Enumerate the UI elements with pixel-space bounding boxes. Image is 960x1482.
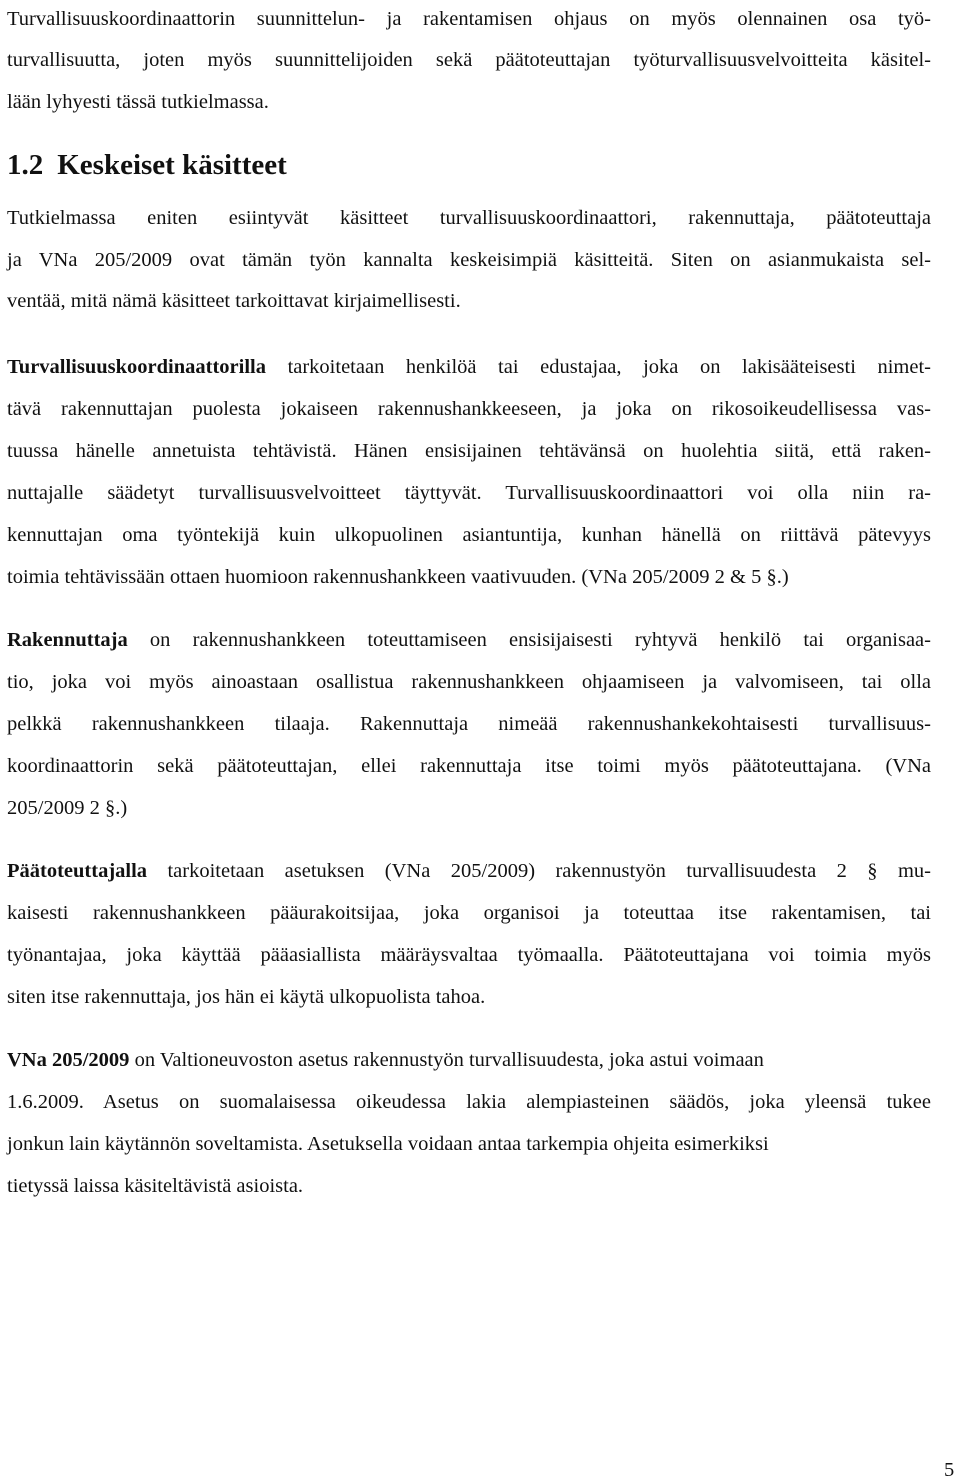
paragraph-line: pelkkä rakennushankkeen tilaaja. Rakennuttaja nimeää rakennushankekohtaisesti turvallisuus- [7,713,931,735]
term-rakennuttaja: Rakennuttaja [7,629,128,651]
paragraph-line: 205/2009 2 §.) [7,797,128,819]
intro-line: lään lyhyesti tässä tutkielmassa. [7,91,269,113]
paragraph-line: kaisesti rakennushankkeen pääurakoitsijaa, joka organisoi ja toteuttaa itse rakentamisen, tai [7,902,931,924]
term-vna: VNa 205/2009 [7,1049,130,1071]
paragraph-line: jonkun lain käytännön soveltamista. Asetuksella voidaan antaa tarkempia ohjeita esimerkiksi [7,1133,769,1155]
rakennuttaja-paragraph-first-line: Rakennuttaja on rakennushankkeen toteuttamiseen ensisijaisesti ryhtyvä henkilö tai organisaa- [7,629,931,651]
section-heading [7,147,287,183]
definitions-intro-line: ventää, mitä nämä käsitteet tarkoittavat kirjaimellisesti. [7,290,461,312]
paatoteuttaja-paragraph-first-line: Päätoteuttajalla tarkoitetaan asetuksen (VNa 205/2009) rakennustyön turvallisuudesta 2 § mu- [7,860,931,882]
paragraph-line: työnantajaa, joka käyttää pääasiallista määräysvaltaa työmaalla. Päätoteuttajana voi toimia myös [7,944,931,966]
definitions-intro-line: Tutkielmassa eniten esiintyvät käsitteet turvallisuuskoordinaattori, rakennuttaja, päätoteuttaja [7,207,931,229]
paragraph-line: toimia tehtävissään ottaen huomioon rakennushankkeen vaativuuden. (VNa 205/2009 2 & 5 §.) [7,566,789,588]
paragraph-line: tietyssä laissa käsiteltävistä asioista. [7,1175,304,1197]
paragraph-line: kennuttajan oma työntekijä kuin ulkopuolinen asiantuntija, kunhan hänellä on riittävä pätevyys [7,524,931,546]
paragraph-line: koordinaattorin sekä päätoteuttajan, ellei rakennuttaja itse toimi myös päätoteuttajana. (VNa [7,755,931,777]
paragraph-line: tio, joka voi myös ainoastaan osallistua rakennushankkeen ohjaamiseen ja valvomiseen, tai olla [7,671,931,693]
section-number: 1.2 [7,149,44,181]
paragraph-line: 1.6.2009. Asetus on suomalaisessa oikeudessa lakia alempiasteinen säädös, joka yleensä tukee [7,1091,931,1113]
intro-line: Turvallisuuskoordinaattorin suunnittelun- ja rakentamisen ohjaus on myös olennainen osa työ- [7,8,931,30]
paragraph-line: nuttajalle säädetyt turvallisuusvelvoitteet täyttyvät. Turvallisuuskoordinaattori voi olla niin ra- [7,482,931,504]
page-number: 5 [944,1459,955,1481]
koordinaattori-paragraph-first-line: Turvallisuuskoordinaattorilla tarkoitetaan henkilöä tai edustajaa, joka on lakisääteisesti nimet- [7,356,931,378]
intro-line: turvallisuutta, joten myös suunnittelijoiden sekä päätoteuttajan työturvallisuusvelvoitteita käsitel- [7,49,931,71]
vna-paragraph-first-line: VNa 205/2009 on Valtioneuvoston asetus rakennustyön turvallisuudesta, joka astui voimaan [7,1049,764,1071]
paragraph-line: tuussa hänelle annetuista tehtävistä. Hänen ensisijainen tehtävänsä on huolehtia siitä, että raken- [7,440,931,462]
term-paatoteuttaja: Päätoteuttajalla [7,860,148,882]
paragraph-line: siten itse rakennuttaja, jos hän ei käytä ulkopuolista tahoa. [7,986,486,1008]
term-koordinaattori: Turvallisuuskoordinaattorilla [7,356,266,378]
section-title: Keskeiset käsitteet [57,149,287,181]
paragraph-line: tävä rakennuttajan puolesta jokaiseen rakennushankkeeseen, ja joka on rikosoikeudellisessa vas- [7,398,931,420]
definitions-intro-line: ja VNa 205/2009 ovat tämän työn kannalta keskeisimpiä käsitteitä. Siten on asianmukaista sel- [7,249,931,271]
